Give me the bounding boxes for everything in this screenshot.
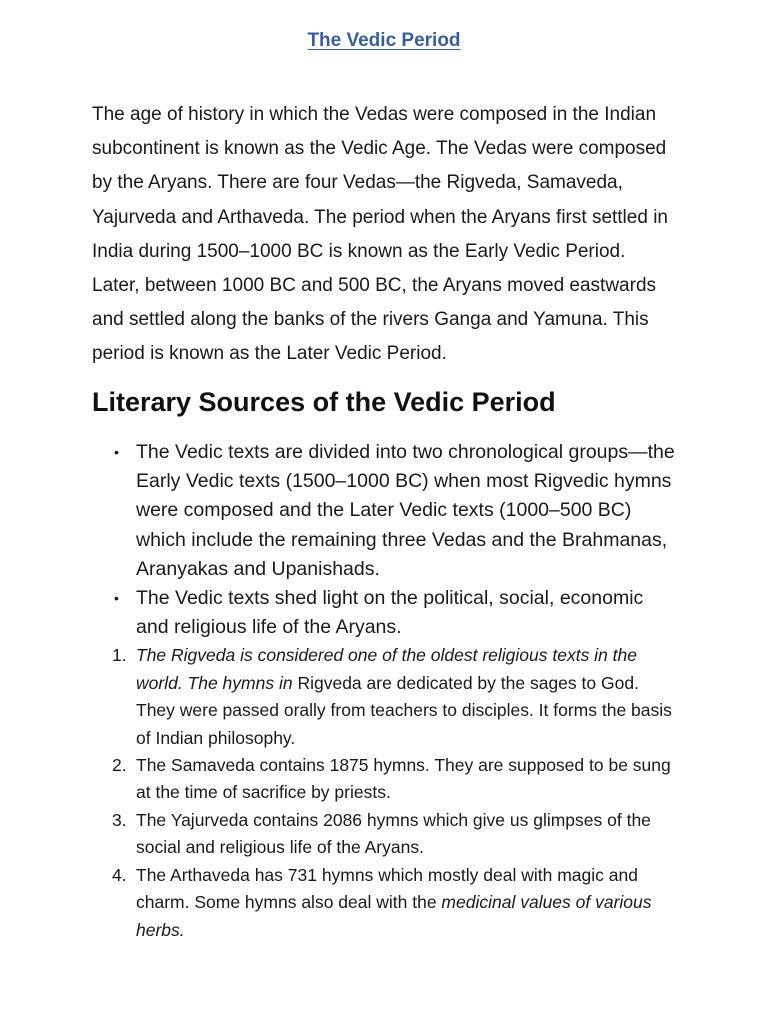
list-item	[112, 807, 676, 862]
list-number: 1.	[112, 645, 127, 666]
numbered-list	[92, 642, 676, 943]
list-item-text: The Vedic texts are divided into two chronological groups—the Early Vedic texts (1500–1000 BC) when most Rigvedic hymns were composed and the Later Vedic texts (1000–500 BC) which include the remaining three Vedas and the Brahmanas, Aranyakas and Upanishads.	[136, 441, 675, 580]
bullet-list	[92, 438, 676, 642]
page-title	[92, 0, 676, 52]
list-item	[112, 752, 676, 807]
intro-paragraph: The age of history in which the Vedas were composed in the Indian subcontinent is known as the Vedic Age. The Vedas were composed by the Aryans. There are four Vedas—the Rigveda, Samaveda, Yajurveda and Arthaveda. The period when the Aryans first settled in India during 1500–1000 BC is known as the Early Vedic Period. Later, between 1000 BC and 500 BC, the Aryans moved eastwards and settled along the banks of the rivers Ganga and Yamuna. This period is known as the Later Vedic Period.	[92, 104, 668, 365]
list-item-text: The Vedic texts shed light on the political, social, economic and religious life of the Aryans.	[136, 587, 644, 639]
list-item-text: The Yajurveda contains 2086 hymns which give us glimpses of the social and religious life of the Aryans.	[136, 809, 651, 858]
list-item-text: The Arthaveda has 731 hymns which mostly deal with magic and charm. Some hymns also deal with the	[136, 864, 638, 913]
list-item	[112, 862, 676, 944]
list-item-text: Rigveda are dedicated by the sages to God. They were passed orally from teachers to disciples. It forms the basis of Indian philosophy.	[136, 672, 672, 748]
list-number: 4.	[112, 864, 127, 885]
list-item-italic-text: medicinal values of various herbs.	[136, 892, 652, 940]
list-item	[114, 584, 676, 642]
list-item-italic-text: The Rigveda is considered one of the oldest religious texts in the world. The hymns in	[136, 645, 637, 693]
list-number: 2.	[112, 755, 127, 776]
list-item	[114, 438, 676, 584]
list-item-text: The Samaveda contains 1875 hymns. They are supposed to be sung at the time of sacrifice by priests.	[136, 755, 671, 803]
section-heading: Literary Sources of the Vedic Period	[92, 386, 556, 417]
list-number: 3.	[112, 809, 127, 830]
list-item	[112, 642, 676, 752]
bullet-icon: •	[114, 444, 119, 461]
bullet-icon: •	[114, 590, 119, 607]
title-link[interactable]: The Vedic Period	[307, 30, 461, 51]
